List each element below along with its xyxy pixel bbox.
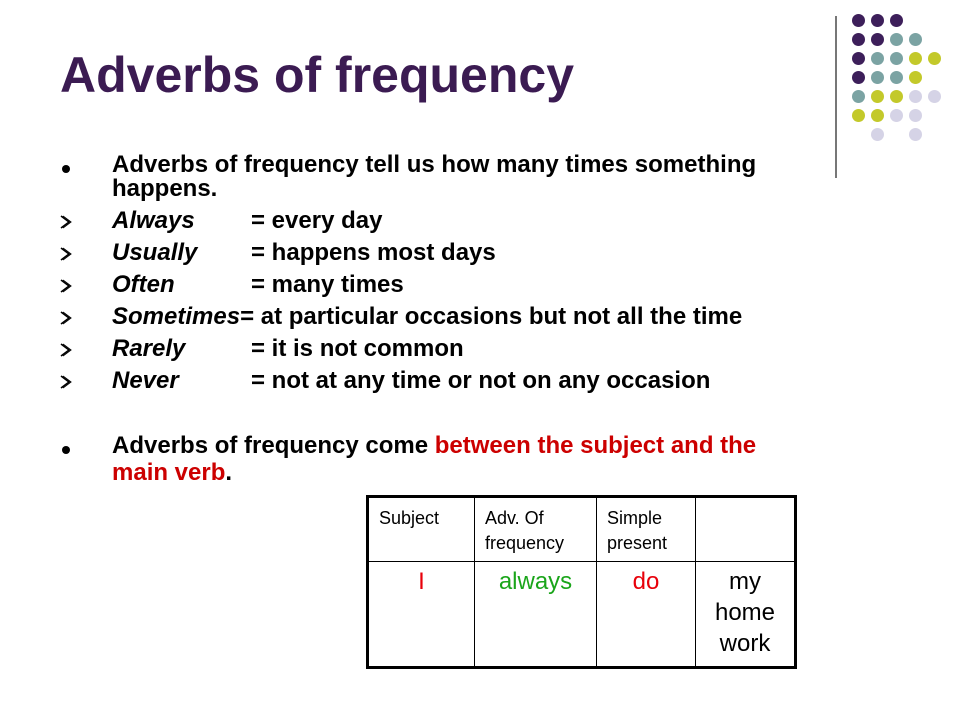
position-suffix: . bbox=[225, 459, 233, 486]
position-text-line2 bbox=[112, 460, 232, 486]
decorative-dot bbox=[909, 71, 922, 84]
decorative-dot bbox=[871, 52, 884, 65]
table-row bbox=[368, 562, 796, 668]
position-highlight-line1: between the subject and the bbox=[434, 432, 757, 459]
position-highlight-line2: main verb bbox=[112, 459, 226, 486]
decorative-dot bbox=[871, 90, 884, 103]
decorative-dot bbox=[852, 109, 865, 122]
adverb-definition: = many times bbox=[251, 271, 404, 298]
adverb-definition: = happens most days bbox=[251, 239, 496, 266]
adverb-term: Sometimes bbox=[112, 303, 241, 330]
adverb-item bbox=[112, 239, 496, 267]
table-header-adverb: Adv. Of frequency bbox=[475, 497, 597, 562]
decorative-dot bbox=[852, 14, 865, 27]
decorative-dot bbox=[890, 90, 903, 103]
table-header-row bbox=[368, 497, 796, 562]
adverb-term: Usually bbox=[112, 239, 198, 266]
intro-text-line1: Adverbs of frequency tell us how many times something bbox=[112, 151, 757, 178]
decorative-dot bbox=[871, 14, 884, 27]
decorative-dot bbox=[890, 109, 903, 122]
arrow-bullet-icon bbox=[58, 278, 74, 294]
decorative-dot bbox=[871, 71, 884, 84]
decorative-dot bbox=[852, 52, 865, 65]
table-cell-object: my home work bbox=[696, 562, 796, 668]
decorative-dot bbox=[909, 52, 922, 65]
arrow-bullet-icon bbox=[58, 214, 74, 230]
decorative-dot bbox=[909, 128, 922, 141]
decorative-dot bbox=[890, 33, 903, 46]
decorative-dot-grid bbox=[852, 14, 952, 154]
position-prefix: Adverbs of frequency come bbox=[112, 432, 435, 459]
adverb-term: Always bbox=[112, 207, 195, 234]
table-cell-verb: do bbox=[597, 562, 696, 668]
adverb-definition: = every day bbox=[251, 207, 383, 234]
arrow-bullet-icon bbox=[58, 310, 74, 326]
adverb-item bbox=[112, 303, 742, 331]
slide-title: Adverbs of frequency bbox=[60, 47, 575, 103]
decorative-dot bbox=[890, 52, 903, 65]
decorative-divider bbox=[835, 16, 837, 178]
grammar-table bbox=[366, 495, 797, 669]
decorative-dot bbox=[871, 109, 884, 122]
decorative-dot bbox=[852, 71, 865, 84]
adverb-definition: = not at any time or not on any occasion bbox=[251, 367, 711, 394]
adverb-item bbox=[112, 335, 464, 363]
table-cell-subject: I bbox=[368, 562, 475, 668]
adverb-definition: = at particular occasions but not all the time bbox=[240, 303, 743, 330]
decorative-dot bbox=[871, 128, 884, 141]
decorative-dot bbox=[852, 90, 865, 103]
bullet-disc-icon bbox=[62, 165, 70, 173]
decorative-dot bbox=[909, 90, 922, 103]
arrow-bullet-icon bbox=[58, 374, 74, 390]
adverb-item bbox=[112, 271, 404, 299]
arrow-bullet-icon bbox=[58, 246, 74, 262]
adverb-item bbox=[112, 207, 382, 235]
intro-text-line2: happens. bbox=[112, 175, 218, 202]
table-header-tense: Simple present bbox=[597, 497, 696, 562]
decorative-dot bbox=[928, 90, 941, 103]
decorative-dot bbox=[890, 71, 903, 84]
adverb-term: Often bbox=[112, 271, 175, 298]
position-text-line1 bbox=[112, 433, 756, 459]
bullet-disc-icon bbox=[62, 446, 70, 454]
decorative-dot bbox=[890, 14, 903, 27]
decorative-dot bbox=[871, 33, 884, 46]
decorative-dot bbox=[909, 109, 922, 122]
adverb-term: Rarely bbox=[112, 335, 186, 362]
adverb-term: Never bbox=[112, 367, 179, 394]
arrow-bullet-icon bbox=[58, 342, 74, 358]
decorative-dot bbox=[852, 33, 865, 46]
table-header-empty bbox=[696, 497, 796, 562]
table-header-subject: Subject bbox=[368, 497, 475, 562]
adverb-item bbox=[112, 367, 710, 395]
decorative-dot bbox=[909, 33, 922, 46]
table-cell-adverb: always bbox=[475, 562, 597, 668]
adverb-definition: = it is not common bbox=[251, 335, 464, 362]
decorative-dot bbox=[928, 52, 941, 65]
